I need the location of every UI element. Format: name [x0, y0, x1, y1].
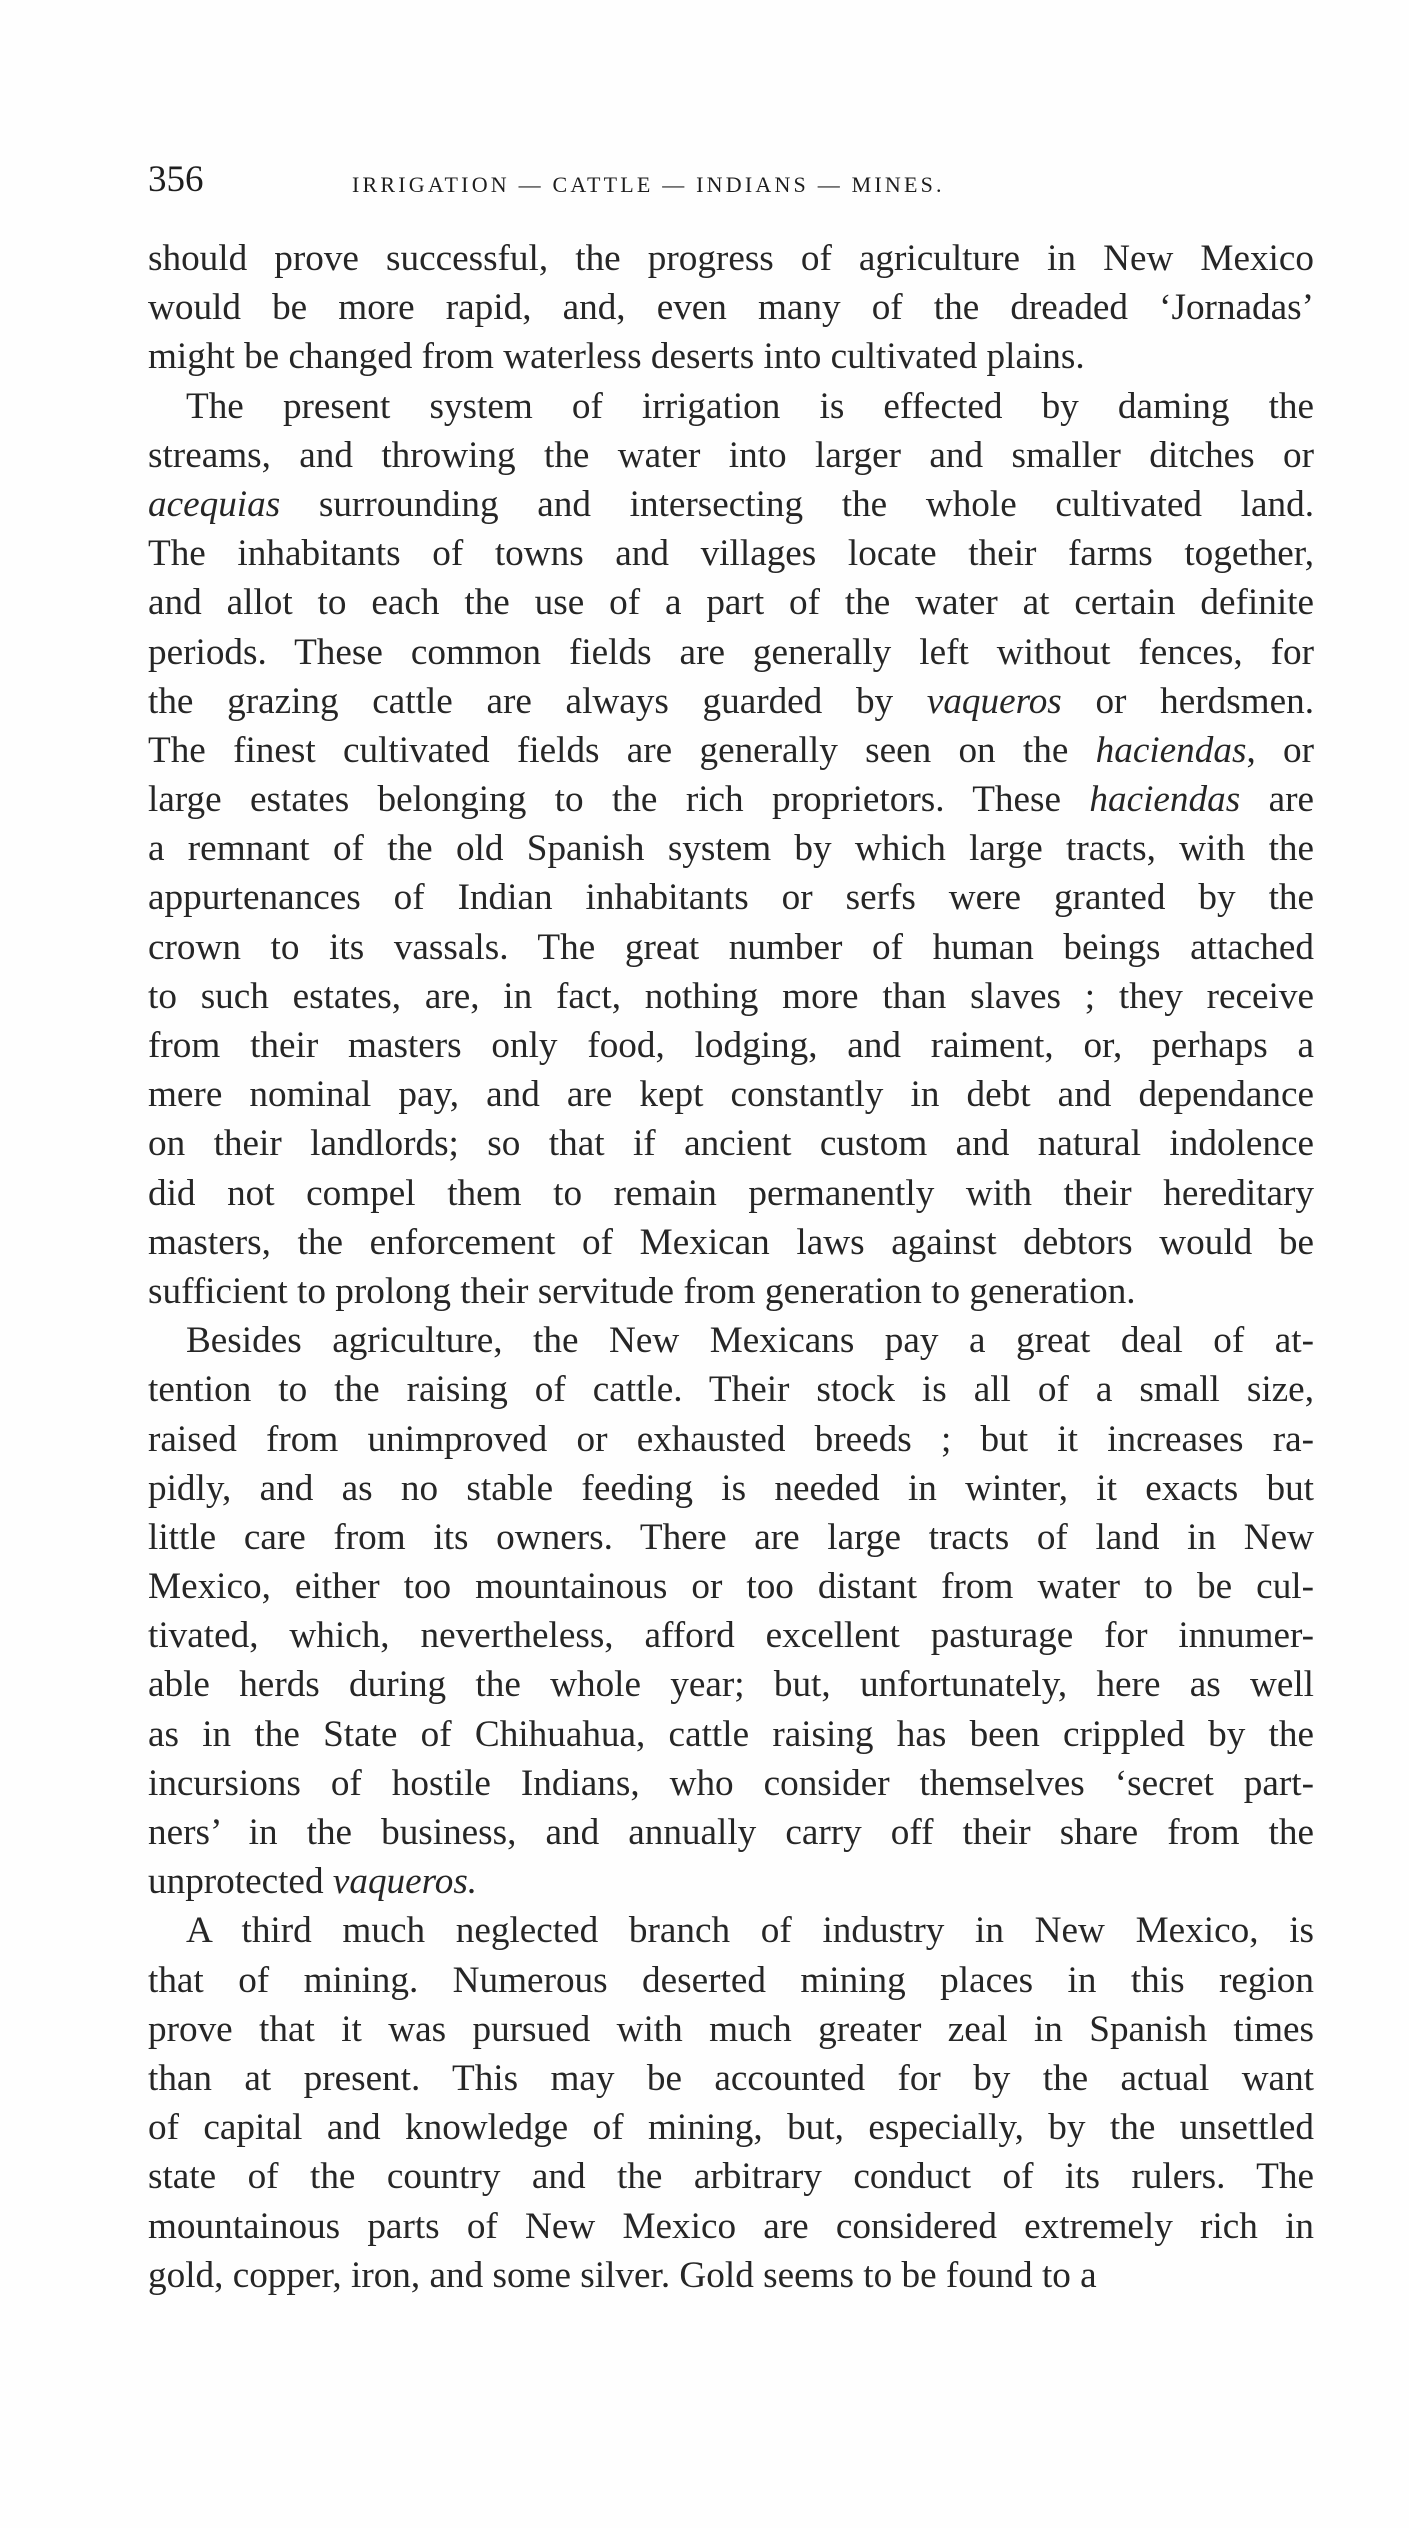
text-line [148, 234, 1314, 283]
text-run: unprotected [148, 1861, 333, 1903]
text-line [148, 775, 1314, 824]
text-line [148, 480, 1314, 529]
text-run: ners’ in the business, and annually carry off their share from the [148, 1812, 1314, 1853]
text-run: raised from unimproved or exhausted breeds ; but it increases ra- [148, 1418, 1314, 1460]
text-line [148, 1808, 1314, 1857]
text-line [148, 1365, 1314, 1414]
text-run: of capital and knowledge of mining, but, especially, by the unsettled [148, 2107, 1314, 2149]
text-run: Besides agriculture, the New Mexicans pay a great deal of at- [186, 1320, 1314, 1362]
text-run: Mexico, either too mountainous or too distant from water to be cul- [148, 1566, 1314, 1608]
text-line [148, 1562, 1314, 1611]
text-run: prove that it was pursued with much greater zeal in Spanish times [148, 2008, 1314, 2050]
text-run: would be more rapid, and, even many of the dreaded ‘Jornadas’ [148, 287, 1314, 329]
text-line [148, 1415, 1314, 1464]
text-line [148, 873, 1314, 922]
text-run: than at present. This may be accounted for by the actual want [148, 2057, 1314, 2099]
text-run: streams, and throwing the water into larger and smaller ditches or [148, 434, 1314, 476]
text-run: A third much neglected branch of industry in New Mexico, is [186, 1910, 1314, 1952]
text-run: sufficient to prolong their servitude from generation to generation. [148, 1270, 1136, 1312]
text-run: state of the country and the arbitrary conduct of its rulers. The [148, 2156, 1314, 2198]
text-run: tention to the raising of cattle. Their stock is all of a small size, [148, 1369, 1314, 1411]
text-line [148, 332, 1314, 381]
text-run: the grazing cattle are always guarded by [148, 680, 927, 722]
text-run: surrounding and intersecting the whole cultivated land. [280, 483, 1314, 525]
text-run: to such estates, are, in fact, nothing more than slaves ; they receive [148, 975, 1314, 1017]
text-line [148, 1660, 1314, 1709]
text-run: appurtenances of Indian inhabitants or serfs were granted by the [148, 877, 1314, 919]
text-line [148, 2005, 1314, 2054]
italic-text: vaqueros. [332, 1861, 478, 1903]
text-run: a remnant of the old Spanish system by which large tracts, with the [148, 828, 1314, 870]
text-line [148, 923, 1314, 972]
text-run: pidly, and as no stable feeding is needed in winter, it exacts but [148, 1467, 1314, 1509]
text-run: periods. These common fields are generally left without fences, for [148, 631, 1314, 673]
text-line [148, 677, 1314, 726]
text-run: might be changed from waterless deserts into cultivated plains. [148, 336, 1085, 378]
text-run: and allot to each the use of a part of the water at certain definite [148, 582, 1314, 624]
text-line [148, 1316, 1314, 1365]
text-line [148, 431, 1314, 480]
text-run: incursions of hostile Indians, who consider themselves ‘secret part- [148, 1762, 1314, 1804]
text-line [148, 578, 1314, 627]
text-line [148, 972, 1314, 1021]
text-run: able herds during the whole year; but, unfortunately, here as well [148, 1664, 1314, 1706]
text-run: should prove successful, the progress of agriculture in New Mexico [148, 238, 1314, 279]
text-run: The finest cultivated fields are generally seen on the [148, 729, 1096, 771]
text-line [148, 1956, 1314, 2005]
text-line [148, 1464, 1314, 1513]
text-line [148, 2054, 1314, 2103]
text-line [148, 1759, 1314, 1808]
text-line [148, 1513, 1314, 1562]
text-line [148, 283, 1314, 332]
page-header [148, 156, 1308, 212]
text-line [148, 1267, 1314, 1316]
text-line [148, 726, 1314, 775]
text-run: crown to its vassals. The great number of human beings attached [148, 926, 1314, 968]
text-line [148, 1070, 1314, 1119]
text-line [148, 1857, 1314, 1906]
text-line [148, 2251, 1314, 2300]
text-line [148, 529, 1314, 578]
text-line [148, 1611, 1314, 1660]
page-number: 356 [148, 159, 204, 200]
text-run: large estates belonging to the rich proprietors. These [148, 779, 1090, 821]
text-line [148, 2202, 1314, 2251]
text-run: did not compel them to remain permanently with their hereditary [148, 1172, 1314, 1214]
text-run: are [1240, 779, 1314, 821]
body-text [148, 234, 1314, 2300]
text-run: little care from its owners. There are large tracts of land in New [148, 1516, 1314, 1558]
text-line [148, 1169, 1314, 1218]
text-run: from their masters only food, lodging, and raiment, or, perhaps a [148, 1025, 1314, 1066]
text-run: masters, the enforcement of Mexican laws against debtors would be [148, 1221, 1314, 1263]
text-run: or herdsmen. [1061, 680, 1314, 722]
text-line [148, 382, 1314, 431]
text-run: mere nominal pay, and are kept constantly in debt and dependance [148, 1074, 1314, 1116]
text-run: tivated, which, nevertheless, afford excellent pasturage for innumer- [148, 1615, 1314, 1657]
text-line [148, 2103, 1314, 2152]
text-line [148, 1218, 1314, 1267]
text-run: gold, copper, iron, and some silver. Gold seems to be found to a [148, 2254, 1097, 2296]
text-run: on their landlords; so that if ancient custom and natural indolence [148, 1123, 1314, 1165]
italic-text: acequias [148, 483, 281, 525]
italic-text: vaqueros [926, 680, 1062, 722]
text-run: mountainous parts of New Mexico are considered extremely rich in [148, 2205, 1314, 2247]
text-line [148, 824, 1314, 873]
text-run: The present system of irrigation is effected by daming the [186, 385, 1314, 427]
text-line [148, 1906, 1314, 1955]
text-line [148, 2152, 1314, 2201]
text-line [148, 1710, 1314, 1759]
text-line [148, 628, 1314, 677]
running-head: IRRIGATION — CATTLE — INDIANS — MINES. [352, 172, 945, 197]
text-line [148, 1119, 1314, 1168]
text-run: as in the State of Chihuahua, cattle raising has been crippled by the [148, 1713, 1314, 1755]
text-line [148, 1021, 1314, 1070]
text-run: that of mining. Numerous deserted mining places in this region [148, 1959, 1314, 2001]
text-run: The inhabitants of towns and villages locate their farms together, [148, 533, 1314, 575]
text-run: , or [1246, 729, 1314, 771]
italic-text: haciendas [1095, 729, 1247, 771]
italic-text: haciendas [1089, 779, 1241, 821]
